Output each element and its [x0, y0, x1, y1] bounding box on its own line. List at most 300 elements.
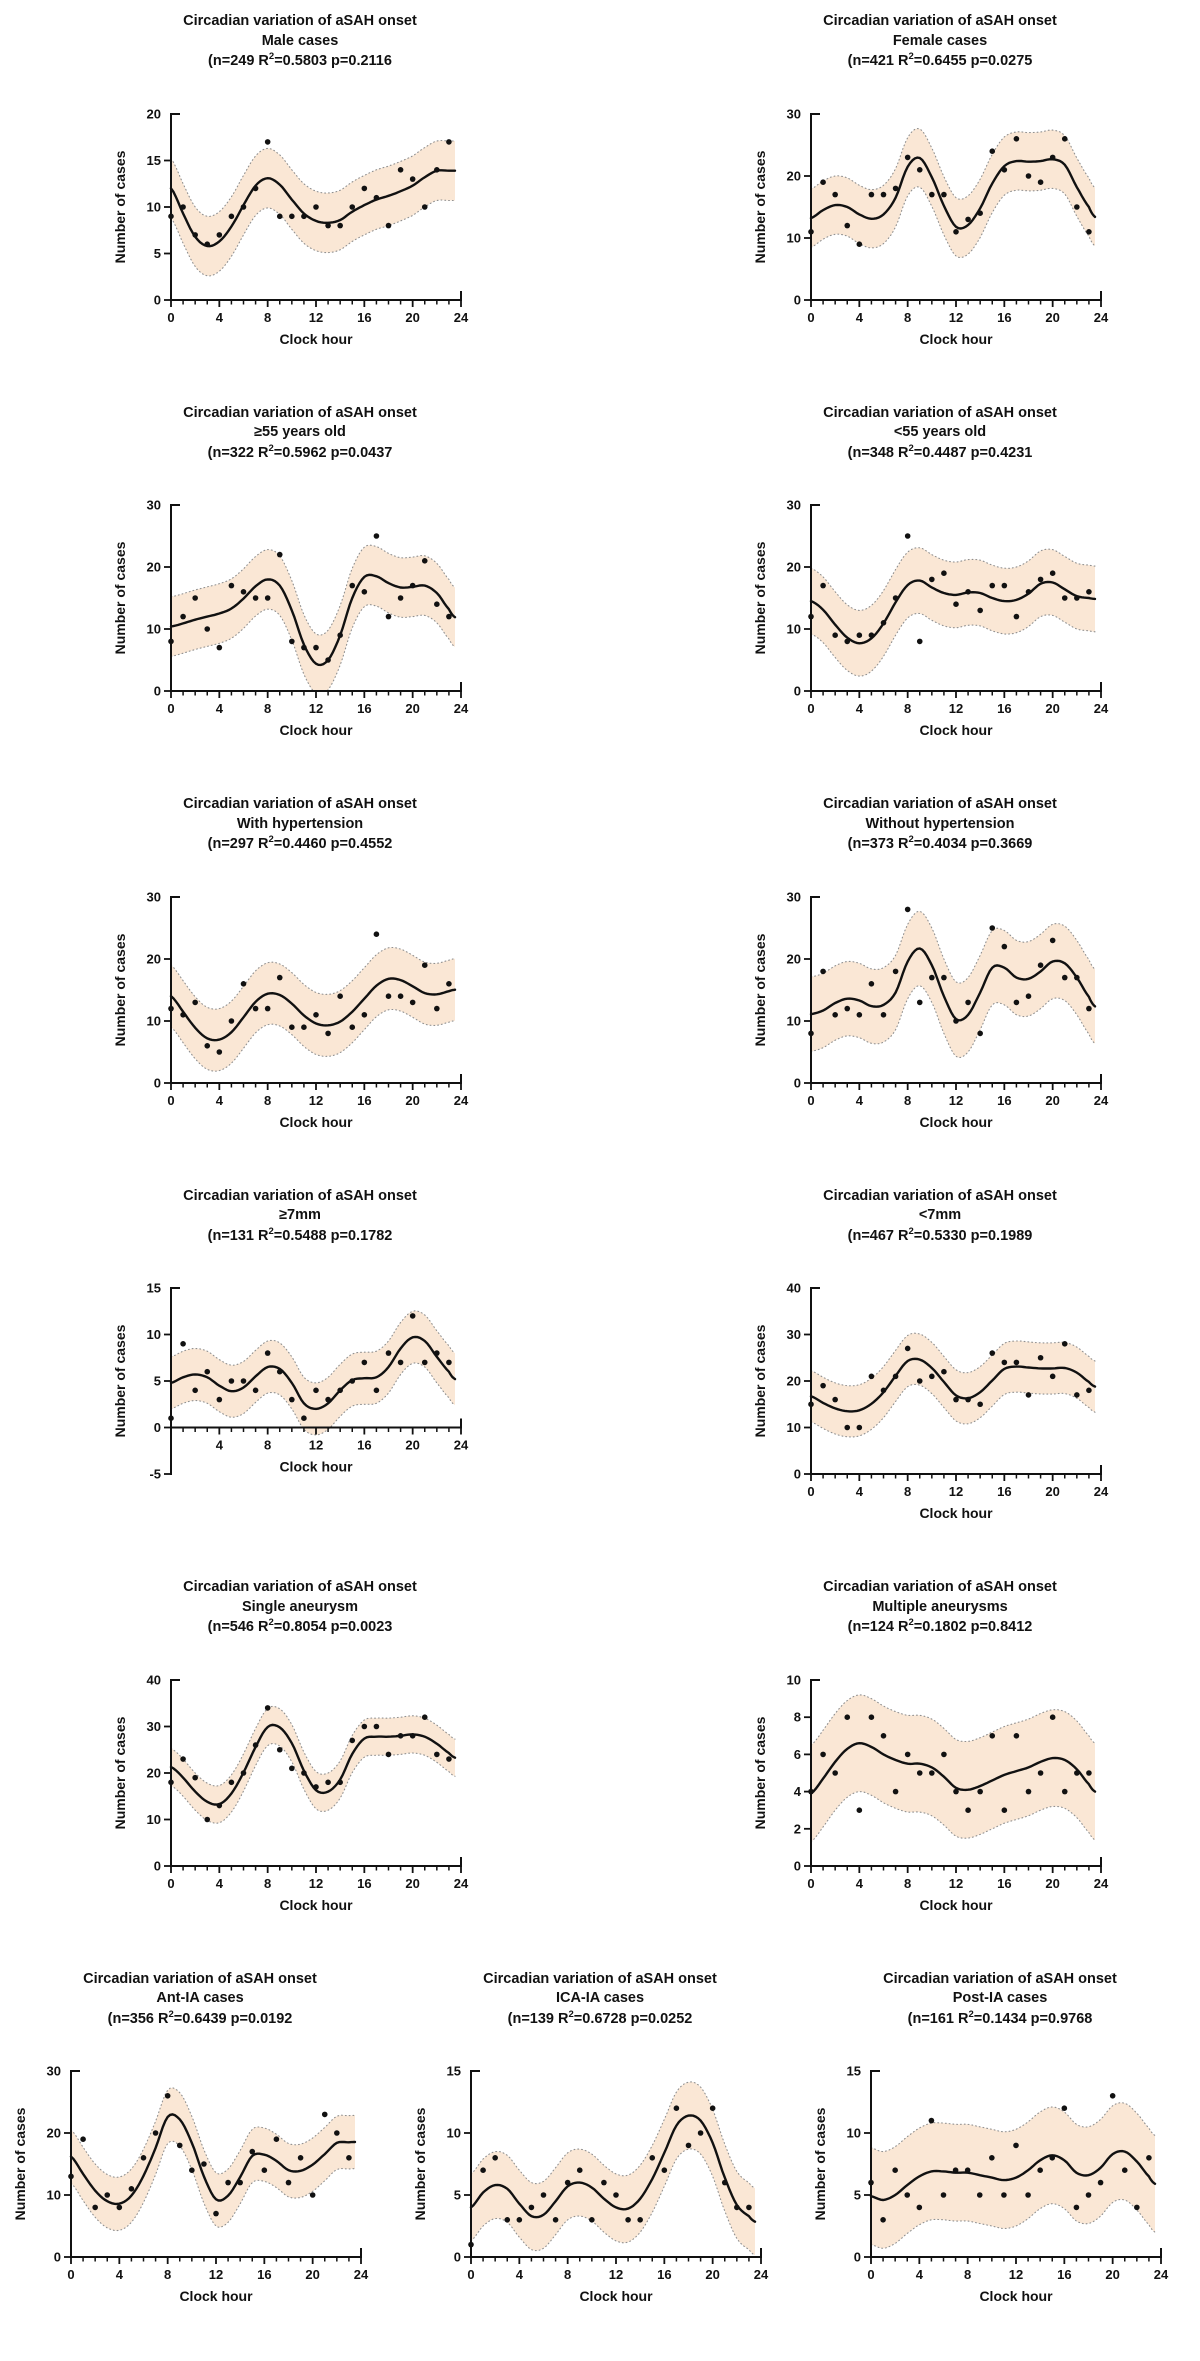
- svg-text:24: 24: [453, 701, 469, 717]
- data-point: [1038, 577, 1044, 583]
- data-point: [1038, 179, 1044, 185]
- data-point: [92, 2205, 98, 2211]
- data-point: [192, 999, 198, 1005]
- data-point: [808, 1402, 814, 1408]
- svg-text:12: 12: [948, 701, 964, 717]
- data-point: [844, 1425, 850, 1431]
- data-point: [386, 1751, 392, 1757]
- data-point: [844, 639, 850, 645]
- data-point: [386, 993, 392, 999]
- y-axis-label: Number of cases: [752, 933, 768, 1046]
- data-point: [1062, 595, 1068, 601]
- chart-title-block: [107, 1578, 493, 1638]
- svg-text:24: 24: [453, 1092, 469, 1108]
- data-point: [337, 1388, 343, 1394]
- svg-text:10: 10: [786, 1013, 801, 1029]
- data-point: [180, 614, 186, 620]
- data-point: [929, 577, 935, 583]
- data-point: [241, 981, 247, 987]
- data-point: [349, 1737, 355, 1743]
- data-point: [965, 216, 971, 222]
- svg-text:20: 20: [146, 951, 161, 967]
- svg-text:10: 10: [146, 1327, 161, 1343]
- chart-title: Circadian variation of aSAH onset: [883, 1970, 1117, 1987]
- data-point: [1086, 1770, 1092, 1776]
- chart-title: Circadian variation of aSAH onset: [183, 404, 417, 421]
- data-point: [410, 1733, 416, 1739]
- svg-text:20: 20: [146, 106, 161, 122]
- chart-title-block: [747, 1187, 1133, 1247]
- data-point: [977, 1030, 983, 1036]
- svg-text:8: 8: [904, 309, 912, 325]
- data-point: [422, 962, 428, 968]
- y-axis-label: Number of cases: [412, 2107, 428, 2221]
- data-point: [1026, 1392, 1032, 1398]
- svg-text:16: 16: [357, 1437, 372, 1453]
- data-point: [941, 1369, 947, 1375]
- chart-panel-male-cases: [107, 12, 493, 350]
- svg-text:40: 40: [146, 1672, 161, 1688]
- svg-text:16: 16: [1057, 2267, 1072, 2283]
- y-axis-label: Number of cases: [752, 150, 768, 263]
- data-point: [929, 2118, 935, 2124]
- svg-text:8: 8: [904, 1875, 912, 1891]
- data-point: [229, 583, 235, 589]
- data-point: [941, 1751, 947, 1757]
- data-point: [398, 595, 404, 601]
- chart-plot: [747, 92, 1133, 350]
- svg-text:24: 24: [753, 2267, 769, 2283]
- svg-text:4: 4: [793, 1783, 801, 1799]
- chart-stats: (n=373 $R^2=0.4034$ p=0.3669: [847, 834, 1033, 852]
- svg-text:4: 4: [215, 1875, 223, 1891]
- x-axis-label: Clock hour: [919, 1113, 993, 1130]
- y-axis-label: Number of cases: [112, 933, 128, 1046]
- svg-text:0: 0: [793, 1075, 801, 1091]
- data-point: [929, 1374, 935, 1380]
- svg-text:40: 40: [786, 1280, 801, 1296]
- data-point: [977, 608, 983, 614]
- svg-text:0: 0: [153, 683, 161, 699]
- data-point: [410, 583, 416, 589]
- svg-text:8: 8: [904, 1092, 912, 1108]
- chart-title-block: [107, 404, 493, 464]
- data-point: [820, 1383, 826, 1389]
- data-point: [301, 1415, 307, 1421]
- data-point: [229, 1779, 235, 1785]
- data-point: [808, 1788, 814, 1794]
- data-point: [965, 2167, 971, 2173]
- x-axis-label: Clock hour: [919, 330, 993, 347]
- svg-text:0: 0: [807, 1875, 815, 1891]
- data-point: [1074, 595, 1080, 601]
- data-point: [374, 1388, 380, 1394]
- data-point: [165, 2093, 171, 2099]
- svg-text:12: 12: [948, 1484, 964, 1500]
- x-axis-label: Clock hour: [279, 1113, 353, 1130]
- data-point: [637, 2217, 643, 2223]
- data-point: [1026, 1788, 1032, 1794]
- data-point: [289, 1397, 295, 1403]
- chart-title: Circadian variation of aSAH onset: [823, 13, 1057, 29]
- data-point: [844, 1005, 850, 1011]
- data-point: [1050, 570, 1056, 576]
- data-point: [298, 2155, 304, 2161]
- svg-text:0: 0: [53, 2249, 61, 2265]
- y-axis-label: Number of cases: [12, 2107, 28, 2221]
- data-point: [168, 1415, 174, 1421]
- data-point: [277, 1369, 283, 1375]
- chart-title-block: [747, 12, 1133, 72]
- chart-subtitle: Single aneurysm: [241, 1598, 359, 1615]
- data-point: [989, 2155, 995, 2161]
- svg-text:0: 0: [807, 1484, 815, 1500]
- data-point: [820, 583, 826, 589]
- data-point: [1086, 589, 1092, 595]
- data-point: [857, 1807, 863, 1813]
- data-point: [905, 154, 911, 160]
- chart-panel-female-cases: [747, 12, 1133, 350]
- data-point: [1062, 974, 1068, 980]
- data-point: [192, 232, 198, 238]
- data-point: [241, 204, 247, 210]
- svg-text:20: 20: [1045, 1484, 1060, 1500]
- data-point: [386, 1350, 392, 1356]
- data-point: [832, 1770, 838, 1776]
- svg-text:24: 24: [1093, 701, 1109, 717]
- chart-panel-post-ia-cases: [807, 1970, 1193, 2308]
- svg-text:8: 8: [264, 1092, 272, 1108]
- data-point: [313, 1388, 319, 1394]
- data-point: [141, 2155, 147, 2161]
- data-point: [241, 1770, 247, 1776]
- chart-stats: (n=249 $R^2=0.5803$ p=0.2116: [208, 51, 392, 69]
- svg-text:0: 0: [793, 1466, 801, 1482]
- svg-text:10: 10: [786, 1420, 801, 1436]
- chart-title-block: [407, 1970, 793, 2030]
- data-point: [1050, 154, 1056, 160]
- svg-text:30: 30: [786, 1327, 801, 1343]
- data-point: [229, 1018, 235, 1024]
- data-point: [241, 589, 247, 595]
- svg-text:12: 12: [308, 309, 324, 325]
- data-point: [189, 2167, 195, 2173]
- svg-text:8: 8: [264, 1437, 272, 1453]
- chart-subtitle: Male cases: [261, 32, 339, 49]
- svg-text:5: 5: [453, 2187, 461, 2203]
- svg-text:15: 15: [146, 152, 161, 168]
- data-point: [1038, 1355, 1044, 1361]
- data-point: [1001, 2192, 1007, 2198]
- data-point: [905, 1346, 911, 1352]
- data-point: [565, 2180, 571, 2186]
- data-point: [325, 222, 331, 228]
- svg-text:8: 8: [164, 2267, 172, 2283]
- svg-text:0: 0: [167, 1875, 175, 1891]
- data-point: [880, 2217, 886, 2223]
- data-point: [334, 2130, 340, 2136]
- svg-text:16: 16: [357, 309, 372, 325]
- data-point: [808, 229, 814, 235]
- y-axis-label: Number of cases: [752, 541, 768, 655]
- chart-plot: [107, 483, 493, 741]
- data-point: [1062, 1788, 1068, 1794]
- data-point: [869, 191, 875, 197]
- data-point: [953, 1018, 959, 1024]
- svg-text:16: 16: [357, 1092, 372, 1108]
- data-point: [953, 229, 959, 235]
- svg-text:20: 20: [786, 168, 801, 184]
- data-point: [398, 1733, 404, 1739]
- svg-text:8: 8: [904, 1484, 912, 1500]
- data-point: [168, 639, 174, 645]
- data-point: [941, 2192, 947, 2198]
- data-point: [286, 2180, 292, 2186]
- data-point: [929, 191, 935, 197]
- data-point: [613, 2192, 619, 2198]
- svg-text:0: 0: [807, 1092, 815, 1108]
- chart-title: Circadian variation of aSAH onset: [483, 1970, 717, 1987]
- data-point: [541, 2192, 547, 2198]
- svg-text:20: 20: [786, 1373, 801, 1389]
- svg-text:20: 20: [786, 951, 801, 967]
- svg-text:0: 0: [793, 1858, 801, 1874]
- data-point: [204, 1816, 210, 1822]
- data-point: [917, 999, 923, 1005]
- data-point: [398, 1360, 404, 1366]
- chart-plot: [407, 2049, 793, 2307]
- data-point: [213, 2211, 219, 2217]
- data-point: [192, 1774, 198, 1780]
- data-point: [1014, 1733, 1020, 1739]
- data-point: [832, 191, 838, 197]
- data-point: [1110, 2093, 1116, 2099]
- data-point: [265, 139, 271, 145]
- svg-text:10: 10: [846, 2125, 861, 2141]
- chart-panel-ica-ia-cases: [407, 1970, 793, 2308]
- svg-text:20: 20: [146, 1765, 161, 1781]
- data-point: [1086, 1388, 1092, 1394]
- chart-row-1: [0, 12, 1200, 404]
- svg-text:20: 20: [705, 2267, 720, 2283]
- chart-row-2: [0, 404, 1200, 796]
- svg-text:4: 4: [915, 2267, 923, 2283]
- data-point: [917, 1378, 923, 1384]
- svg-text:20: 20: [786, 559, 801, 575]
- data-point: [868, 2180, 874, 2186]
- y-axis-label: Number of cases: [812, 2107, 828, 2221]
- svg-text:16: 16: [997, 701, 1012, 717]
- data-point: [253, 1388, 259, 1394]
- data-point: [1146, 2155, 1152, 2161]
- data-point: [844, 222, 850, 228]
- data-point: [374, 194, 380, 200]
- svg-text:24: 24: [1093, 1092, 1109, 1108]
- chart-title-block: [7, 1970, 393, 2030]
- data-point: [301, 645, 307, 651]
- svg-text:8: 8: [264, 1875, 272, 1891]
- data-point: [337, 632, 343, 638]
- svg-text:4: 4: [855, 1875, 863, 1891]
- data-point: [857, 1425, 863, 1431]
- chart-subtitle: <55 years old: [893, 424, 987, 441]
- data-point: [1062, 2105, 1068, 2111]
- chart-stats: (n=161 $R^2=0.1434$ p=0.9768: [907, 2008, 1093, 2027]
- svg-text:12: 12: [308, 1875, 324, 1891]
- data-point: [832, 1012, 838, 1018]
- data-point: [857, 241, 863, 247]
- svg-text:4: 4: [855, 1484, 863, 1500]
- chart-subtitle: <7mm: [918, 1207, 962, 1224]
- data-point: [1014, 999, 1020, 1005]
- data-point: [1037, 2167, 1043, 2173]
- data-point: [422, 204, 428, 210]
- data-point: [337, 1779, 343, 1785]
- y-axis-label: Number of cases: [752, 1716, 768, 1829]
- svg-text:12: 12: [948, 309, 964, 325]
- data-point: [989, 1350, 995, 1356]
- data-point: [180, 1756, 186, 1762]
- data-point: [504, 2217, 510, 2223]
- data-point: [349, 1024, 355, 1030]
- svg-text:24: 24: [453, 1437, 469, 1453]
- data-point: [241, 1378, 247, 1384]
- data-point: [434, 1005, 440, 1011]
- svg-text:10: 10: [46, 2187, 61, 2203]
- data-point: [217, 1802, 223, 1808]
- data-point: [881, 1388, 887, 1394]
- data-point: [313, 1784, 319, 1790]
- data-point: [1002, 1360, 1008, 1366]
- svg-text:0: 0: [153, 1075, 161, 1091]
- svg-text:16: 16: [997, 1484, 1012, 1500]
- data-point: [177, 2143, 183, 2149]
- svg-text:-5: -5: [149, 1466, 161, 1482]
- data-point: [734, 2205, 740, 2211]
- y-axis-label: Number of cases: [112, 541, 128, 655]
- data-point: [301, 1024, 307, 1030]
- svg-text:0: 0: [153, 1858, 161, 1874]
- x-axis-label: Clock hour: [179, 2288, 253, 2305]
- data-point: [289, 213, 295, 219]
- chart-subtitle: Female cases: [892, 32, 988, 49]
- data-point: [362, 589, 368, 595]
- y-axis-label: Number of cases: [112, 1716, 128, 1829]
- data-point: [204, 626, 210, 632]
- svg-text:10: 10: [446, 2125, 461, 2141]
- data-point: [313, 1012, 319, 1018]
- data-point: [289, 639, 295, 645]
- data-point: [362, 1360, 368, 1366]
- data-point: [277, 974, 283, 980]
- chart-stats: (n=546 $R^2=0.8054$ p=0.0023: [207, 1617, 393, 1636]
- chart-title-block: [747, 1578, 1133, 1638]
- data-point: [1086, 2192, 1092, 2198]
- data-point: [941, 191, 947, 197]
- data-point: [349, 204, 355, 210]
- chart-stats: (n=348 $R^2=0.4487$ p=0.4231: [847, 442, 1033, 461]
- svg-text:4: 4: [215, 1092, 223, 1108]
- chart-subtitle: ≥7mm: [279, 1207, 321, 1224]
- data-point: [905, 533, 911, 539]
- chart-plot: [107, 92, 493, 350]
- data-point: [1025, 2192, 1031, 2198]
- svg-text:20: 20: [146, 559, 161, 575]
- data-point: [446, 981, 452, 987]
- data-point: [674, 2105, 680, 2111]
- data-point: [362, 185, 368, 191]
- data-point: [265, 1705, 271, 1711]
- data-point: [977, 210, 983, 216]
- data-point: [1013, 2143, 1019, 2149]
- data-point: [917, 2205, 923, 2211]
- data-point: [398, 993, 404, 999]
- data-point: [337, 222, 343, 228]
- data-point: [1050, 1374, 1056, 1380]
- chart-title: Circadian variation of aSAH onset: [183, 1579, 417, 1596]
- svg-text:24: 24: [1093, 1484, 1109, 1500]
- svg-text:16: 16: [257, 2267, 272, 2283]
- svg-text:24: 24: [1093, 309, 1109, 325]
- data-point: [977, 1788, 983, 1794]
- data-point: [1062, 1341, 1068, 1347]
- svg-text:0: 0: [867, 2267, 875, 2283]
- data-point: [989, 1733, 995, 1739]
- data-point: [917, 167, 923, 173]
- svg-text:24: 24: [453, 1875, 469, 1891]
- svg-text:10: 10: [146, 1013, 161, 1029]
- svg-text:4: 4: [215, 1437, 223, 1453]
- chart-panel-with-hypertension: [107, 795, 493, 1133]
- chart-stats: (n=421 $R^2=0.6455$ p=0.0275: [847, 51, 1033, 69]
- chart-title: Circadian variation of aSAH onset: [183, 1187, 417, 1204]
- data-point: [844, 1714, 850, 1720]
- chart-title: Circadian variation of aSAH onset: [83, 1970, 317, 1987]
- svg-text:20: 20: [405, 701, 420, 717]
- x-axis-label: Clock hour: [279, 1896, 353, 1913]
- data-point: [881, 191, 887, 197]
- x-axis-label: Clock hour: [279, 722, 353, 739]
- data-point: [386, 222, 392, 228]
- data-point: [265, 1350, 271, 1356]
- svg-text:30: 30: [786, 497, 801, 513]
- data-point: [129, 2186, 135, 2192]
- svg-text:10: 10: [146, 199, 161, 215]
- data-point: [601, 2180, 607, 2186]
- data-point: [1122, 2167, 1128, 2173]
- data-point: [446, 139, 452, 145]
- svg-text:15: 15: [846, 2063, 861, 2079]
- svg-text:2: 2: [793, 1820, 801, 1836]
- x-axis-label: Clock hour: [919, 1896, 993, 1913]
- svg-text:20: 20: [1045, 309, 1060, 325]
- data-point: [941, 974, 947, 980]
- chart-panel-ant-ia-cases: [7, 1970, 393, 2308]
- data-point: [446, 1756, 452, 1762]
- data-point: [337, 993, 343, 999]
- data-point: [492, 2155, 498, 2161]
- data-point: [869, 1374, 875, 1380]
- svg-text:20: 20: [1045, 701, 1060, 717]
- data-point: [204, 1369, 210, 1375]
- data-point: [989, 925, 995, 931]
- data-point: [529, 2205, 535, 2211]
- data-point: [965, 1807, 971, 1813]
- data-point: [217, 1049, 223, 1055]
- data-point: [965, 589, 971, 595]
- x-axis-label: Clock hour: [279, 330, 353, 347]
- data-point: [374, 1723, 380, 1729]
